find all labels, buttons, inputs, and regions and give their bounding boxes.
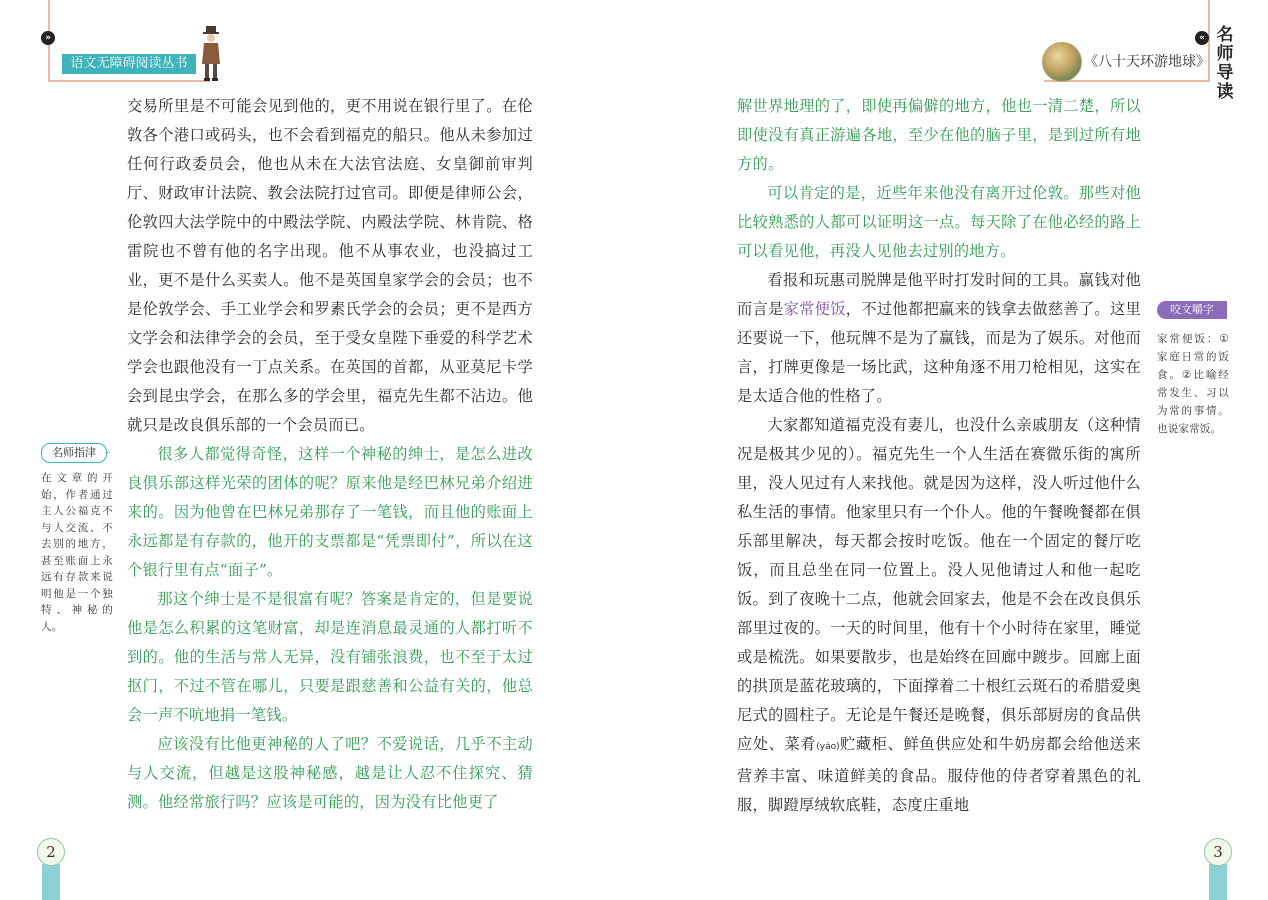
page-number: 2 (37, 838, 65, 866)
vocab-highlight: 家常便饭 (783, 300, 846, 318)
double-chevron-left-icon: « (1195, 31, 1209, 45)
commentary-paragraph: 那这个绅士是不是很富有呢？答案是肯定的，但是要说他是怎么积累的这笔财富，却是连消息最灵通的人都打听不到的。他的生活与常人无异，没有铺张浪费，也不至于太过抠门，不过不管在哪儿，只要是跟慈善和公益有关的，他总会一声不吭地捐一笔钱。 (127, 590, 533, 724)
paragraph-text: 贮藏柜、鲜鱼供应处和牛奶房都会给他送来营养丰富、味道鲜美的食品。服侍他的侍者穿着黑色的礼服，脚蹬厚绒软底鞋，态度庄重地 (737, 735, 1141, 814)
right-page-body (737, 92, 1141, 820)
gentleman-figure-icon (198, 24, 224, 82)
paragraph (737, 266, 1141, 411)
paragraph-text: 大家都知道福克没有妻儿，也没什么亲戚朋友（这种情况是极其少见的）。福克先生一个人生活在赛微乐街的寓所里，没人见过有人来找他。就是因为这样，没人听过他什么私生活的事情。他家里只有一个仆人。他的午餐晚餐都在俱乐部里解决，每天都会按时吃饭。他在一个固定的餐厅吃饭，而且总坐在同一位置上。没人见他请过人和他一起吃饭。到了夜晚十二点，他就会回家去，他是不会在改良俱乐部里过夜的。一天的时间里，他有十个小时待在家里，睡觉或是梳洗。如果要散步，也是始终在回廊中踱步。回廊上面的拱顶是蓝花玻璃的，下面撑着二十根红云斑石的希腊爱奥尼式的圆柱子。无论是午餐还是晚餐，俱乐部厨房的食品供应处、菜肴 (737, 416, 1141, 753)
left-page-body (127, 92, 533, 817)
commentary-paragraph: 应该没有比他更神秘的人了吧？不爱说话，几乎不主动与人交流，但越是这股神秘感，越是让人忍不住探究、猜测。他经常旅行吗？应该是可能的，因为没有比他更了 (127, 735, 533, 811)
vocab-note-text: 家常便饭：①家庭日常的饭食。②比喻经常发生、习以为常的事情。也说家常饭。 (1157, 333, 1229, 435)
section-name: 名师导读 (1216, 25, 1234, 102)
commentary-paragraph: 很多人都觉得奇怪，这样一个神秘的绅士，是怎么进改良俱乐部这样光荣的团体的呢？原来他是经巴林兄弟介绍进来的。因为他曾在巴林兄弟那存了一笔钱，而且他的账面上永远都是有存款的，他开的支票都是“凭票即付”，所以在这个银行里有点“面子”。 (127, 445, 533, 579)
pinyin-annotation: (yáo) (816, 742, 840, 752)
series-label: 语文无障碍阅读丛书 (62, 54, 196, 74)
commentary-paragraph: 解世界地理的了，即使再偏僻的地方，他也一清二楚，所以即使没有真正游遍各地，至少在他的脑子里，是到过所有地方的。 (737, 97, 1141, 173)
page-number-bar (42, 864, 60, 900)
double-chevron-right-icon: » (41, 31, 55, 45)
side-note-tag-dots (106, 452, 110, 454)
commentary-paragraph: 可以肯定的是，近些年来他没有离开过伦敦。那些对他比较熟悉的人都可以证明这一点。每天除了在他必经的路上可以看见他，再没人见他去过别的地方。 (737, 184, 1141, 260)
side-note-tag: 名师指津 (41, 443, 107, 463)
vocab-note-tag: 咬文嚼字 (1157, 301, 1227, 319)
header-left-rule-horizontal (48, 80, 210, 82)
paragraph-text: 看报和玩惠司脱牌是他平时打发时间的工具。赢钱对他而言是 (737, 271, 1141, 318)
paragraph (737, 411, 1141, 820)
paragraph: 交易所里是不可能会见到他的，更不用说在银行里了。在伦敦各个港口或码头，也不会看到福克的船只。他从未参加过任何行政委员会，他也从未在大法官法庭、女皇御前审判厅、财政审计法院、教会法院打过官司。即便是律师公会，伦敦四大法学院中的中殿法学院、内殿法学院、林肯院、格雷院也不曾有他的名字出现。他不从事农业，也没搞过工业，更不是什么买卖人。他不是英国皇家学会的会员；也不是伦敦学会、手工业学会和罗素氏学会的会员；更不是西方文学会和法律学会的会员，至于受女皇陛下垂爱的科学艺术学会也跟他没有一丁点关系。在英国的首都，从亚莫尼卡学会到昆虫学会，在那么多的学会里，福克先生都不沾边。他就只是改良俱乐部的一个会员而已。 (127, 97, 533, 434)
page-number: 3 (1204, 838, 1232, 866)
page-number-bar (1209, 864, 1227, 900)
side-note-text: 在文章的开始，作者通过主人公福克不与人交流、不去别的地方，甚至账面上永远有存款来说明他是一个独特、神秘的人。 (41, 472, 113, 633)
book-cover-emblem-icon (1042, 42, 1082, 82)
paragraph-text: ，不过他都把赢来的钱拿去做慈善了。这里还要说一下，他玩牌不是为了赢钱，而是为了娱乐。对他而言，打牌更像是一场比武，这种角逐不用刀枪相见，这实在是太适合他的性格了。 (737, 300, 1142, 405)
running-book-title: 《八十天环游地球》 (1084, 54, 1210, 70)
